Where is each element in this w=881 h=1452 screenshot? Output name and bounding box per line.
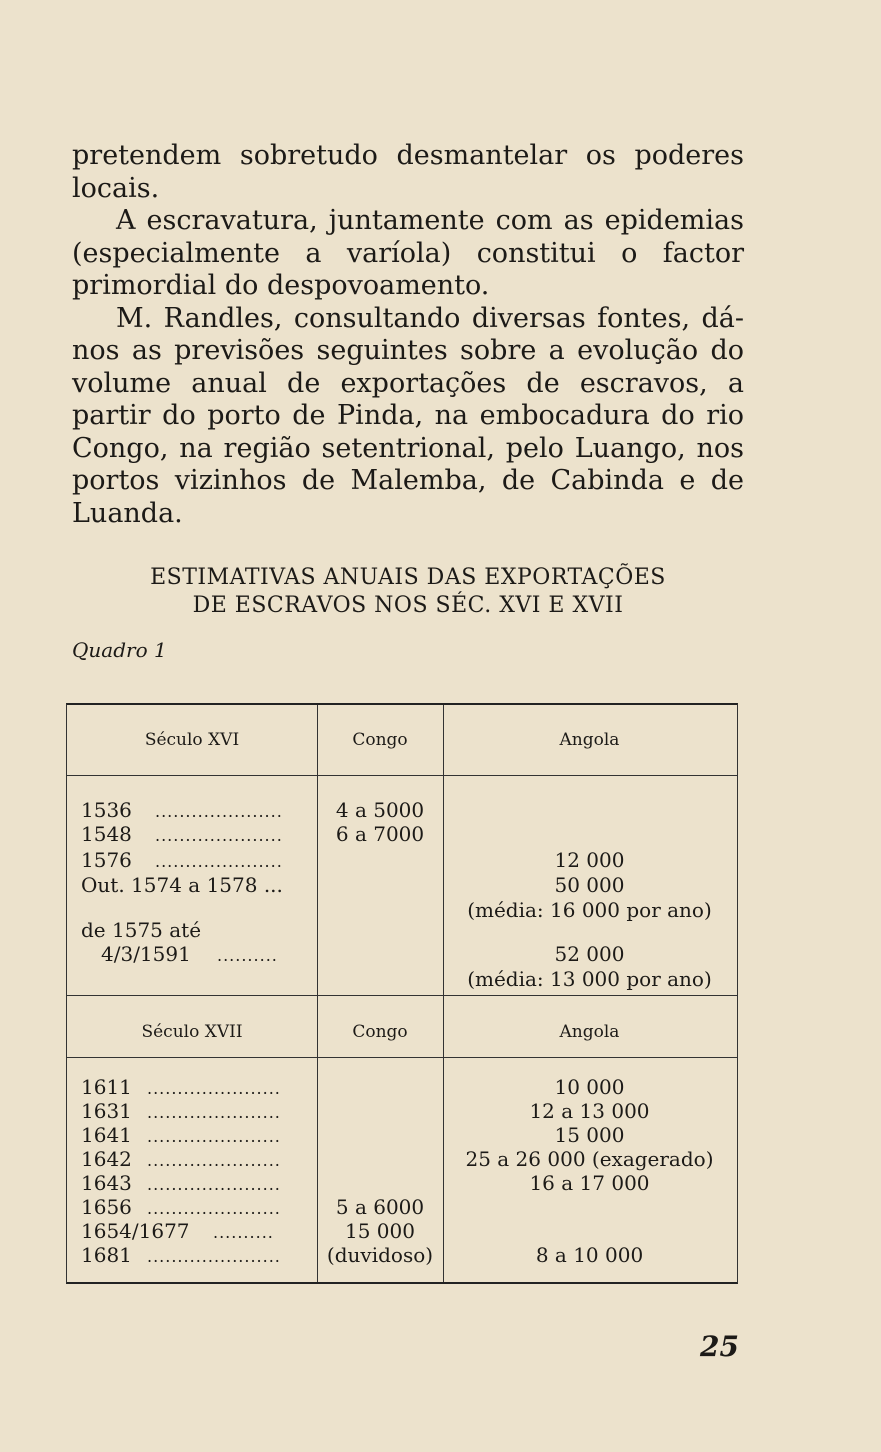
table-row-year: 1576 bbox=[81, 848, 132, 872]
table-row-year: 1536 bbox=[81, 798, 132, 822]
header-congo-xvii: Congo bbox=[352, 1022, 408, 1042]
table-row-year: 1681 bbox=[81, 1243, 132, 1267]
header-angola-xvi: Angola bbox=[559, 730, 620, 750]
table-row-angola: 50 000 bbox=[554, 873, 625, 897]
table-row-angola: 12 a 13 000 bbox=[529, 1099, 650, 1123]
paragraph-1: pretendem sobretudo desmantelar os poderes locais. bbox=[72, 140, 744, 204]
leader-dots: .......... bbox=[213, 1223, 274, 1242]
exports-table bbox=[66, 703, 738, 1284]
table-title bbox=[72, 564, 744, 620]
leader-dots: ..................... bbox=[155, 802, 283, 821]
table-row-year: 1631 bbox=[81, 1099, 132, 1123]
table-row-congo: 5 a 6000 bbox=[335, 1195, 425, 1219]
leader-dots: ...................... bbox=[147, 1247, 281, 1266]
table-row-angola-note: (média: 13 000 por ano) bbox=[467, 967, 712, 991]
table-row-year: 1654/1677 bbox=[81, 1219, 190, 1243]
table-row-congo: 15 000 bbox=[345, 1219, 415, 1243]
page-number: 25 bbox=[700, 1330, 739, 1363]
table-row-angola: 15 000 bbox=[554, 1123, 625, 1147]
leader-dots: ...................... bbox=[147, 1103, 281, 1122]
table-row-angola: 52 000 bbox=[554, 942, 625, 966]
column-divider-angola bbox=[443, 705, 444, 1282]
header-century-xvii: Século XVII bbox=[141, 1022, 243, 1042]
table-row-year: 1548 bbox=[81, 822, 132, 846]
header-divider-xvi bbox=[67, 775, 737, 776]
header-congo-xvi: Congo bbox=[352, 730, 408, 750]
table-row-angola: 16 a 17 000 bbox=[529, 1171, 650, 1195]
table-row-congo: 6 a 7000 bbox=[335, 822, 425, 846]
table-title-line-2: DE ESCRAVOS NOS SÉC. XVI E XVII bbox=[192, 593, 624, 618]
table-row-angola: 25 a 26 000 (exagerado) bbox=[465, 1147, 714, 1171]
table-row-year: 1656 bbox=[81, 1195, 132, 1219]
table-row-angola: 12 000 bbox=[554, 848, 625, 872]
leader-dots: ...................... bbox=[147, 1151, 281, 1170]
table-row-angola-note: (média: 16 000 por ano) bbox=[467, 898, 712, 922]
table-row-year: Out. 1574 a 1578 ... bbox=[81, 873, 283, 897]
leader-dots: ...................... bbox=[147, 1175, 281, 1194]
table-caption: Quadro 1 bbox=[72, 638, 167, 662]
table-row-angola: 8 a 10 000 bbox=[535, 1243, 644, 1267]
table-row-year: 1611 bbox=[81, 1075, 132, 1099]
table-row-year: 1643 bbox=[81, 1171, 132, 1195]
table-row-angola: 10 000 bbox=[554, 1075, 625, 1099]
section-divider bbox=[67, 995, 737, 996]
leader-dots: ..................... bbox=[155, 852, 283, 871]
header-divider-xvii bbox=[67, 1057, 737, 1058]
leader-dots: ...................... bbox=[147, 1079, 281, 1098]
table-row-year: de 1575 até bbox=[81, 918, 202, 942]
header-angola-xvii: Angola bbox=[559, 1022, 620, 1042]
table-row-year: 4/3/1591 bbox=[101, 942, 191, 966]
table-row-congo: 4 a 5000 bbox=[335, 798, 425, 822]
paragraph-3: M. Randles, consultando diversas fontes, dá-nos as previsões seguintes sobre a evolução do volume anual de exportações de escravos, a partir do porto de Pinda, na embocadura do rio Congo, na região setentrional, pelo Luango, nos portos vizinhos de Malemba, de Cabinda e de Luanda. bbox=[72, 302, 744, 529]
table-row-year: 1641 bbox=[81, 1123, 132, 1147]
table-row-congo: (duvidoso) bbox=[326, 1243, 434, 1267]
paragraph-2: A escravatura, juntamente com as epidemias (especialmente a varíola) constitui o factor primordial do despovoamento. bbox=[72, 205, 744, 301]
leader-dots: ...................... bbox=[147, 1199, 281, 1218]
leader-dots: .......... bbox=[217, 946, 278, 965]
table-title-line-1: ESTIMATIVAS ANUAIS DAS EXPORTAÇÕES bbox=[150, 565, 666, 590]
leader-dots: ...................... bbox=[147, 1127, 281, 1146]
leader-dots: ..................... bbox=[155, 826, 283, 845]
body-text bbox=[72, 140, 744, 530]
header-century-xvi: Século XVI bbox=[144, 730, 240, 750]
table-row-year: 1642 bbox=[81, 1147, 132, 1171]
